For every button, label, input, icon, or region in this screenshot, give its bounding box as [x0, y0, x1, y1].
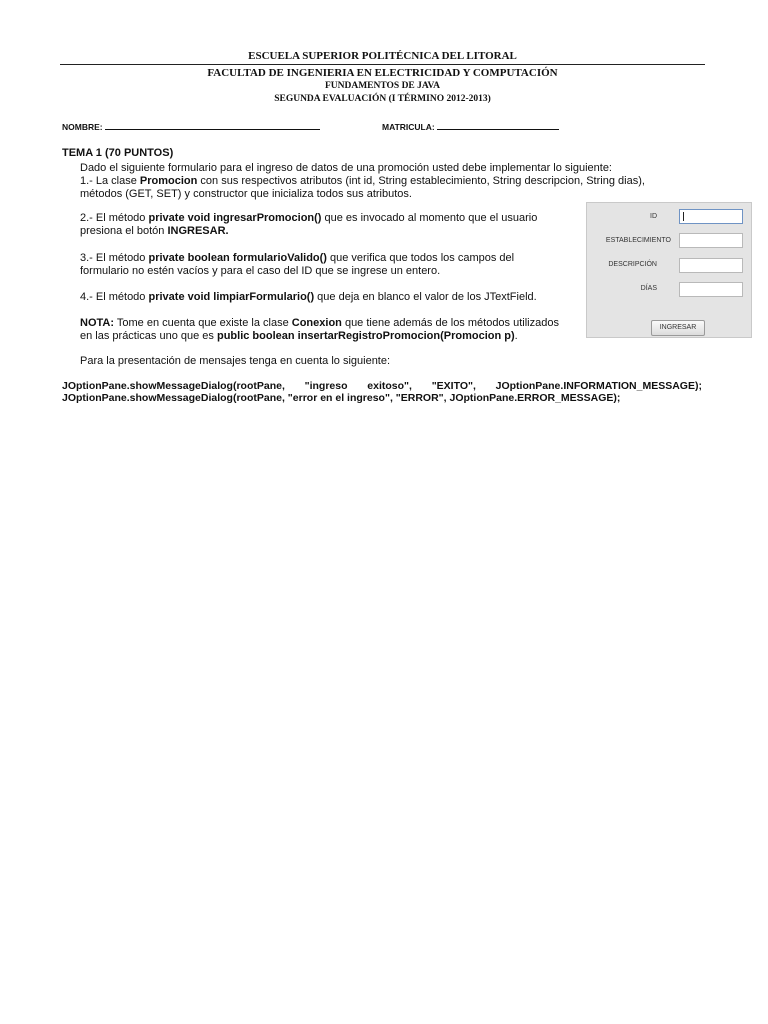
item-2-method: private void ingresarPromocion() — [148, 212, 322, 224]
evaluation-name: SEGUNDA EVALUACIÓN (I TÉRMINO 2012-2013) — [274, 94, 491, 104]
item-2 — [80, 212, 580, 238]
nombre-field[interactable] — [62, 122, 320, 132]
code-line-1-part: "ingreso — [304, 380, 348, 392]
item-4 — [80, 291, 580, 304]
matricula-line — [437, 122, 559, 130]
item-1-class: Promocion — [139, 175, 198, 187]
intro-text: Dado el siguiente formulario para el ingreso de datos de una promoción usted debe implementar lo siguiente: — [80, 162, 612, 174]
faculty-name: FACULTAD DE INGENIERIA EN ELECTRICIDAD Y COMPUTACIÓN — [207, 67, 558, 79]
header-rule — [60, 64, 705, 65]
id-input[interactable] — [679, 209, 743, 224]
item-3-suffix: que verifica que todos los campos del — [326, 252, 515, 264]
exam-header — [60, 50, 705, 106]
item-3-prefix: 3.- El método — [80, 252, 149, 264]
code-line-1-part: JOptionPane.showMessageDialog(rootPane, — [62, 380, 285, 392]
nota-label: NOTA: — [80, 317, 115, 329]
code-line-1-part: JOptionPane.INFORMATION_MESSAGE); — [495, 380, 702, 392]
form-label-dias: DÍAS — [640, 285, 657, 292]
nombre-label: NOMBRE: — [62, 122, 103, 132]
item-1 — [80, 175, 680, 201]
presentacion-text: Para la presentación de mensajes tenga en cuenta lo siguiente: — [80, 355, 391, 367]
nota-line2-prefix: en las prácticas uno que es — [80, 330, 217, 342]
tema-title: TEMA 1 (70 PUNTOS) — [62, 147, 174, 159]
nota-class: Conexion — [291, 317, 342, 329]
item-2-line2-prefix: presiona el botón — [80, 225, 168, 237]
item-4-suffix: que deja en blanco el valor de los JTextField. — [314, 291, 537, 303]
item-1-prefix: 1.- La clase — [80, 175, 140, 187]
code-line-1-part: exitoso", — [367, 380, 412, 392]
nota — [80, 317, 580, 343]
promocion-form — [586, 202, 752, 338]
form-label-descripcion: DESCRIPCIÓN — [608, 261, 657, 268]
form-label-establecimiento: ESTABLECIMIENTO — [605, 237, 671, 244]
item-2-prefix: 2.- El método — [80, 212, 149, 224]
nota-line2-suffix: . — [514, 330, 518, 342]
item-1-line2: métodos (GET, SET) y constructor que inicializa todos sus atributos. — [80, 188, 412, 200]
item-4-prefix: 4.- El método — [80, 291, 149, 303]
code-line-1 — [62, 380, 702, 392]
item-4-method: private void limpiarFormulario() — [148, 291, 315, 303]
item-3-method: private boolean formularioValido() — [148, 252, 327, 264]
code-block — [62, 380, 702, 404]
text-caret — [683, 212, 684, 221]
nota-text1: Tome en cuenta que existe la clase — [114, 317, 292, 329]
nota-method: public boolean insertarRegistroPromocion(Promocion p) — [216, 330, 515, 342]
descripcion-input[interactable] — [679, 258, 743, 273]
item-3 — [80, 252, 580, 278]
ingresar-button[interactable]: INGRESAR — [651, 320, 705, 336]
item-2-button-name: INGRESAR. — [167, 225, 229, 237]
school-name: ESCUELA SUPERIOR POLITÉCNICA DEL LITORAL — [248, 50, 517, 62]
code-line-2: JOptionPane.showMessageDialog(rootPane, "error en el ingreso", "ERROR", JOptionPane.ERROR_MESSAGE); — [62, 392, 621, 404]
item-3-line2: formulario no estén vacíos y para el caso del ID que se ingrese un entero. — [80, 265, 441, 277]
item-2-suffix: que es invocado al momento que el usuario — [321, 212, 538, 224]
form-label-id: ID — [650, 213, 657, 220]
nombre-line — [105, 122, 320, 130]
nota-text2: que tiene además de los métodos utilizados — [341, 317, 559, 329]
item-1-suffix: con sus respectivos atributos (int id, String establecimiento, String descripcion, String dias), — [197, 175, 645, 187]
course-name: FUNDAMENTOS DE JAVA — [324, 81, 441, 91]
establecimiento-input[interactable] — [679, 233, 743, 248]
matricula-label: MATRICULA: — [382, 122, 435, 132]
code-line-1-part: "EXITO", — [431, 380, 476, 392]
matricula-field[interactable] — [382, 122, 559, 132]
dias-input[interactable] — [679, 282, 743, 297]
